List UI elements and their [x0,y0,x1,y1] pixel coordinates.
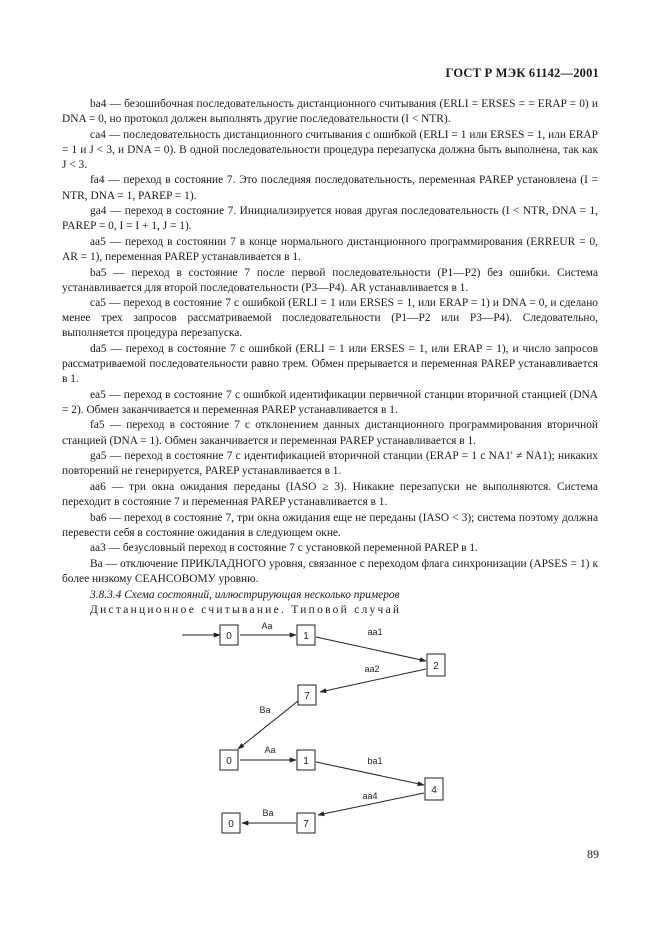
state-0-top: 0 [226,631,232,642]
label-ba-bot: Ba [262,808,274,818]
label-aa-mid: Aa [264,745,276,755]
diagram-subtitle: Дистанционное считывание. Типовой случай [90,604,402,617]
state-0-mid: 0 [226,756,232,767]
paragraph-ca4: са4 — последовательность дистанционного считывания с ошибкой (ERLI = 1 или ERSES = 1, или ERAP = 1 и J < 3, и DNA = 0). В одной последовательности процедура перезапуска должна быть выполнена, так как J < 3. [62,128,598,171]
label-aa-top: Aa [261,621,273,631]
arrow-aa1 [316,637,426,661]
body-text [62,97,598,619]
state-4: 4 [431,785,437,796]
label-ba1: ba1 [367,756,383,766]
paragraph-ba5: ba5 — переход в состояние 7 после первой последовательности (P1—P2) без ошибки. Система устанавливается для второй последовательности (P3—P4). AR устанавливается в 1. [62,266,598,294]
paragraph-ca5: са5 — переход в состояние 7 с ошибкой (ERLI = 1 или ERSES = 1, или ERAP = 1) и DNA = 0, и сделано менее трех запросов рассматриваемой последовательности (P1—P2 или P3—P4). Следовательно, выполняется процедура перезапуска. [62,297,598,340]
paragraph-ba4: ba4 — безошибочная последовательность дистанционного считывания (ERLI = ERSES = = ERAP = 0) и DNA = 0, но протокол должен выполнять другие последовательности (I < NTR). [62,98,598,126]
label-aa4: aa4 [362,791,378,801]
paragraph-ea5: ea5 — переход в состояние 7 с ошибкой идентификации первичной станции вторичной станцией (DNA = 2). Обмен заканчивается и переменная PAREP устанавливается в 1. [62,388,598,416]
label-aa1: aa1 [367,627,383,637]
label-aa2: aa2 [364,664,380,674]
state-2: 2 [433,661,439,672]
paragraph-ba: Ва — отключение ПРИКЛАДНОГО уровня, связанное с переходом флага синхронизации (APSES = 1) к более низкому СЕАНСОВОМУ уровню. [62,557,598,585]
paragraph-ga4: ga4 — переход в состояние 7. Инициализируется новая другая последовательность (I < NTR, DNA = 1, PAREP = 0, I = I + 1, J = 1). [62,205,598,233]
section-number: 3.8.3.4 [90,588,122,601]
paragraph-fa5: fa5 — переход в состояние 7 с отклонением данных дистанционного программирования вторичной станцией (DNA = 1). Обмен заканчивается и переменная PAREP устанавливается в 1. [62,419,598,447]
state-7-mid: 7 [304,691,310,702]
paragraph-ba6: ba6 — переход в состояние 7, три окна ожидания еще не переданы (IASO < 3); система поэтому должна перевести себя в состояние ожидания в следующем окне. [62,511,598,539]
section-title: Схема состояний, иллюстрирующая несколько примеров [124,588,400,601]
section-heading [62,588,598,603]
paragraph-aa5: aa5 — переход в состоянии 7 в конце нормального дистанционного программирования (ERREUR = 0, AR = 1), переменная PAREP устанавливается в 1. [62,235,598,263]
state-7-bot: 7 [303,819,309,830]
paragraph-da5: da5 — переход в состояние 7 с ошибкой (ERLI = 1 или ERSES = 1, или ERAP = 1), и число запросов рассматриваемой последовательности равно трем. Обмен прерывается и переменная PAREP устанавливается в 1. [62,343,598,386]
state-0-bot: 0 [228,819,234,830]
state-diagram [170,605,480,840]
state-1-mid: 1 [303,756,309,767]
paragraph-aa6: aa6 — три окна ожидания переданы (IASO ≥ 3). Никакие перезапуски не выполняются. Система переходит в состояние 7 и переменная PAREP устанавливается в 1. [62,480,598,508]
paragraph-aa3: aa3 — безусловный переход в состояние 7 с установкой переменной PAREP в 1. [90,542,478,555]
document-header: ГОСТ Р МЭК 61142—2001 [445,66,599,80]
label-ba-mid: Ba [259,705,271,715]
page-number: 89 [587,847,599,861]
state-1-top: 1 [303,631,309,642]
paragraph-ga5: ga5 — переход в состояние 7 с идентификацией вторичной станции (ERAP = 1 с NA1' ≠ NA1); никаких повторений не генерируется, PAREP устанавливается в 1. [62,450,598,478]
paragraph-fa4: fa4 — переход в состояние 7. Это последняя последовательность, переменная PAREP установлена (I = NTR, DNA = 1, PAREP = 1). [62,174,598,202]
